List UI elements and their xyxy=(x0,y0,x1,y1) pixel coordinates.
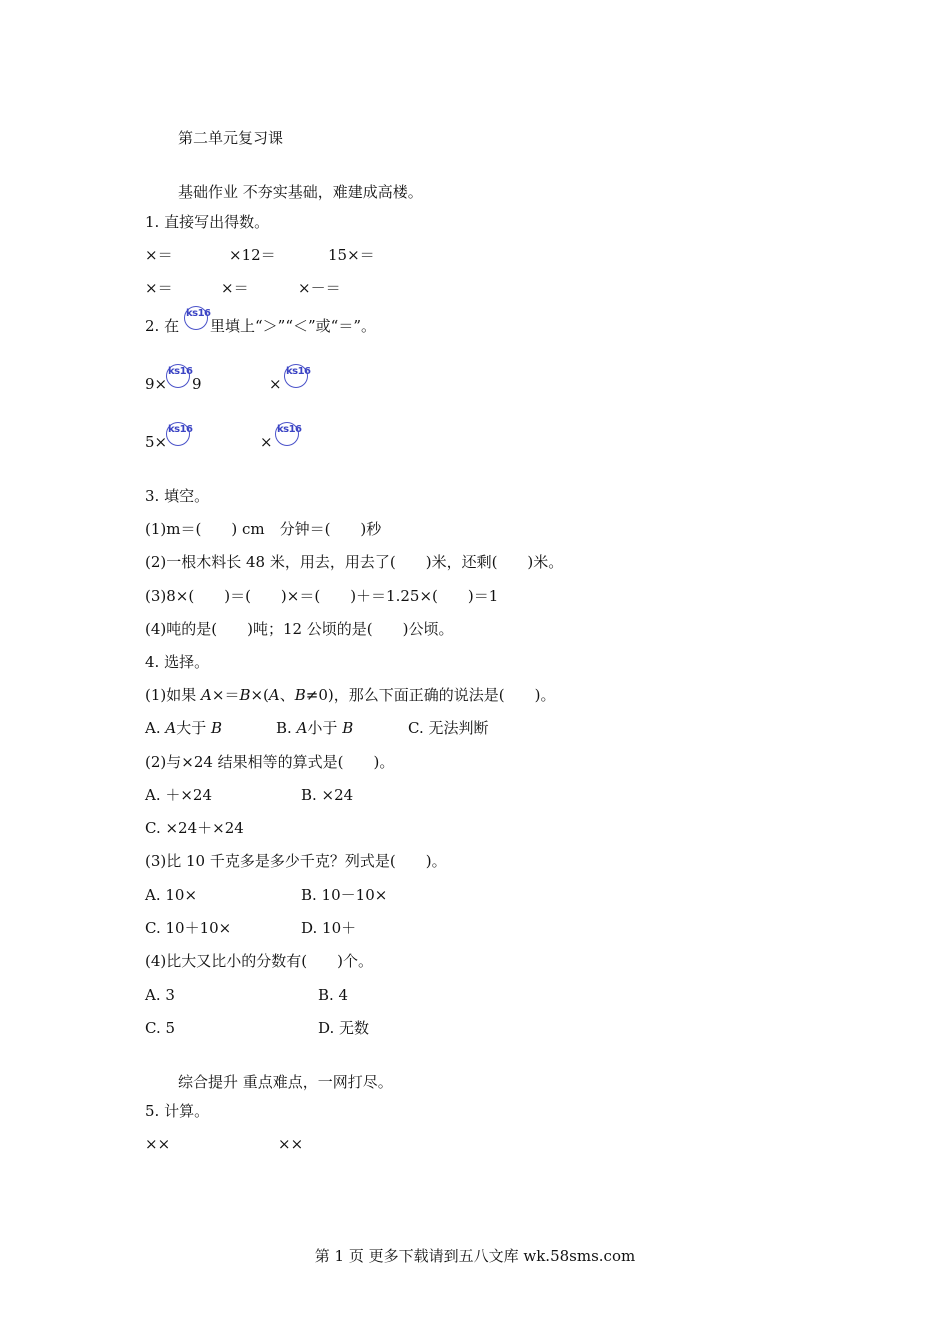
stamp-logo xyxy=(184,306,211,330)
stamp-logo xyxy=(166,422,193,446)
q1-item: 15×＝ xyxy=(328,246,375,264)
q1-item: ×＝ xyxy=(145,279,173,297)
q4-p2-stem: (2)与×24 结果相等的算式是( )。 xyxy=(145,753,395,771)
q5-item: ×× xyxy=(278,1135,304,1153)
q4-p1-stem xyxy=(145,685,555,705)
q4-p3-option-a: A. 10× xyxy=(145,886,198,904)
var-b: B xyxy=(211,719,223,737)
q4-p1-option-a xyxy=(145,718,222,738)
q1-item: ×＝ xyxy=(221,279,249,297)
text: B. xyxy=(276,719,297,737)
text: ≠0)，那么下面正确的说法是( )。 xyxy=(305,686,556,704)
q4-p3-option-d: D. 10＋ xyxy=(301,919,357,937)
q1-item: ×＝ xyxy=(145,246,173,264)
q4-p2-option-a: A. ＋×24 xyxy=(145,786,213,804)
q4-p1-option-c: C. 无法判断 xyxy=(408,719,489,737)
q1-stem: 1. 直接写出得数。 xyxy=(145,213,270,231)
q1-item: ×－＝ xyxy=(298,279,341,297)
q4-p4-option-b: B. 4 xyxy=(318,986,349,1004)
var-b: B xyxy=(239,686,251,704)
q2-item: 5× xyxy=(145,433,168,451)
stamp-label: ks16 xyxy=(286,366,311,377)
q3-item: (3)8×( )＝( )×＝( )＋＝1.25×( )＝1 xyxy=(145,587,499,605)
text: ×( xyxy=(250,686,269,704)
q2-item: 9 xyxy=(192,375,202,393)
q4-p3-option-b: B. 10－10× xyxy=(301,886,388,904)
q2-stem-start: 2. 在 xyxy=(145,317,180,335)
page-footer: 第 1 页 更多下载请到五八文库 wk.58sms.com xyxy=(314,1247,636,1265)
q4-p4-option-a: A. 3 xyxy=(145,986,175,1004)
text: A. xyxy=(145,719,166,737)
text: 大于 xyxy=(176,719,211,737)
q3-item: (1)m＝( ) cm 分钟＝( )秒 xyxy=(145,520,382,538)
q1-item: ×12＝ xyxy=(229,246,276,264)
q5-item: ×× xyxy=(145,1135,171,1153)
q4-p4-option-c: C. 5 xyxy=(145,1019,176,1037)
q4-p3-stem: (3)比 10 千克多是多少千克？列式是( )。 xyxy=(145,852,447,870)
stamp-label: ks16 xyxy=(168,366,193,377)
page-title: 第二单元复习课 xyxy=(178,129,284,147)
q5-stem: 5. 计算。 xyxy=(145,1102,210,1120)
q3-stem: 3. 填空。 xyxy=(145,487,210,505)
section-heading-basic: 基础作业 不夯实基础，难建成高楼。 xyxy=(178,183,423,201)
section-heading-advanced: 综合提升 重点难点，一网打尽。 xyxy=(178,1073,393,1091)
q3-item: (4)吨的是( )吨；12 公顷的是( )公顷。 xyxy=(145,620,454,638)
stamp-label: ks16 xyxy=(186,308,211,319)
q4-p4-option-d: D. 无数 xyxy=(318,1019,370,1037)
var-a: A xyxy=(165,719,177,737)
var-a: A xyxy=(296,719,308,737)
stamp-label: ks16 xyxy=(277,424,302,435)
q4-p2-option-c: C. ×24＋×24 xyxy=(145,819,244,837)
text: 小于 xyxy=(307,719,343,737)
q4-p4-stem: (4)比大又比小的分数有( )个。 xyxy=(145,952,373,970)
q2-item: × xyxy=(260,433,273,451)
q4-stem: 4. 选择。 xyxy=(145,653,210,671)
stamp-label: ks16 xyxy=(168,424,193,435)
text: (1)如果 xyxy=(145,686,202,704)
var-a: A xyxy=(268,686,280,704)
q4-p1-option-b xyxy=(276,718,353,738)
text: 、 xyxy=(279,686,295,704)
var-a: A xyxy=(201,686,212,704)
stamp-logo xyxy=(166,364,193,388)
stamp-logo xyxy=(275,422,302,446)
q2-item: 9× xyxy=(145,375,168,393)
stamp-logo xyxy=(284,364,311,388)
q4-p3-option-c: C. 10＋10× xyxy=(145,919,232,937)
q2-item: × xyxy=(269,375,282,393)
q2-stem-end: 里填上“＞”“＜”或“＝”。 xyxy=(210,317,377,335)
var-b: B xyxy=(342,719,354,737)
var-b: B xyxy=(294,686,306,704)
text: ×＝ xyxy=(211,686,240,704)
q3-item: (2)一根木料长 48 米，用去，用去了( )米，还剩( )米。 xyxy=(145,553,564,571)
q4-p2-option-b: B. ×24 xyxy=(301,786,354,804)
